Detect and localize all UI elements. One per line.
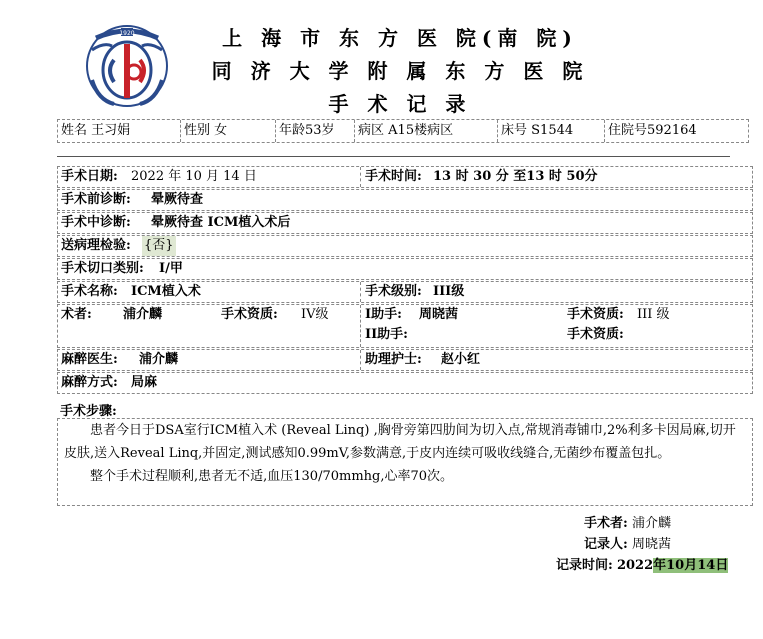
column-divider — [360, 167, 361, 187]
assistant2-label: II助手: — [365, 327, 408, 342]
signature-surgeon — [584, 512, 671, 531]
surgical-team-row — [57, 304, 753, 348]
column-divider — [360, 350, 361, 370]
operation-date-label: 手术日期: — [61, 169, 118, 184]
intra-diagnosis: 晕厥待查 ICM植入术后 — [151, 215, 291, 230]
pathology-row — [57, 235, 753, 257]
steps-paragraph-2: 整个手术过程顺利,患者无不适,血压130/70mmhg,心率70次。 — [90, 469, 454, 484]
pre-diagnosis-row — [57, 189, 753, 211]
operation-name: ICM植入术 — [131, 284, 201, 299]
patient-name-cell — [58, 120, 179, 142]
record-time-label: 记录时间: — [556, 558, 613, 573]
steps-label: 手术步骤: — [60, 404, 117, 419]
anesthetist-name: 浦介麟 — [139, 352, 179, 367]
operation-name-label: 手术名称: — [61, 284, 118, 299]
pre-diagnosis: 晕厥待查 — [151, 192, 204, 207]
assistant2-grade-label: 手术资质: — [567, 327, 624, 342]
patient-name: 王习娟 — [91, 123, 131, 138]
nurse-name: 赵小红 — [441, 352, 481, 367]
record-title: 手 术 记 录 — [328, 92, 472, 116]
header-divider — [57, 156, 730, 157]
hospital-name-line1: 上 海 市 东 方 医 院(南 院) — [222, 26, 578, 50]
operation-date: 2022 年 10 月 14 日 — [131, 169, 257, 184]
signature-surgeon-name: 浦介麟 — [631, 516, 671, 531]
signature-record-time — [556, 554, 728, 573]
operation-level-label: 手术级别: — [365, 284, 422, 299]
surgeon-grade: IV级 — [301, 307, 329, 322]
signature-recorder — [584, 533, 671, 552]
patient-name-label: 姓名 — [61, 123, 88, 138]
anesthesia-method-label: 麻醉方式: — [61, 375, 118, 390]
nurse-label: 助理护士: — [365, 352, 422, 367]
operation-date-row — [57, 166, 753, 188]
operation-time: 13 时 30 分 至13 时 50分 — [433, 169, 598, 184]
surgeon-label: 术者: — [61, 307, 92, 322]
pathology-label: 送病理检验: — [61, 238, 131, 253]
anesthesia-method: 局麻 — [131, 375, 158, 390]
signature-recorder-label: 记录人: — [584, 537, 628, 552]
incision-row — [57, 258, 753, 280]
patient-admission-number: 住院号592164 — [604, 120, 748, 142]
logo-year: 1920 — [119, 30, 135, 37]
hospital-name-line2: 同 济 大 学 附 属 东 方 医 院 — [211, 59, 589, 83]
patient-sex: 女 — [214, 123, 228, 138]
operation-level: III级 — [433, 284, 465, 299]
incision-class: I/甲 — [159, 261, 183, 276]
signature-surgeon-label: 手术者: — [584, 516, 628, 531]
intra-diagnosis-row — [57, 212, 753, 234]
patient-ward: A15楼病区 — [388, 123, 454, 138]
steps-paragraph-1: 患者今日于DSA室行ICM植入术 (Reveal Linq) ,胸骨旁第四肋间为切入点,常规消毒铺巾,2%利多卡因局麻,切开皮肤,送入Reveal Linq,并固定,测试感知0.99mV,参数满意,于皮内连续可吸收线缝合,无菌纱布覆盖包扎。 — [64, 423, 736, 461]
record-time-year: 2022 — [616, 558, 654, 573]
signature-recorder-name: 周晓茜 — [631, 537, 671, 552]
patient-bed-label: 床号 — [501, 123, 528, 138]
hospital-emblem-icon — [84, 20, 170, 108]
column-divider — [360, 282, 361, 302]
intra-diagnosis-label: 手术中诊断: — [61, 215, 131, 230]
surgeon-name: 浦介麟 — [123, 307, 163, 322]
assistant1-label: I助手: — [365, 307, 402, 322]
pre-diagnosis-label: 手术前诊断: — [61, 192, 131, 207]
anesthetist-row — [57, 349, 753, 371]
patient-ward-cell — [354, 120, 496, 142]
assistant1-grade-label: 手术资质: — [567, 307, 624, 322]
record-time-date: 年10月14日 — [653, 558, 729, 573]
patient-age: 年龄53岁 — [275, 120, 351, 142]
patient-sex-label: 性别 — [184, 123, 211, 138]
patient-bed-cell — [497, 120, 601, 142]
patient-sex-cell — [180, 120, 272, 142]
surgeon-grade-label: 手术资质: — [221, 307, 278, 322]
incision-label: 手术切口类别: — [61, 261, 144, 276]
operation-name-row — [57, 281, 753, 303]
operation-time-label: 手术时间: — [365, 169, 422, 184]
steps-box — [57, 418, 753, 506]
assistant1-name: 周晓茜 — [419, 307, 459, 322]
column-divider — [360, 305, 361, 347]
pathology-value: {否} — [142, 236, 176, 256]
patient-info-bar — [57, 119, 749, 143]
assistant1-grade: III 级 — [637, 307, 670, 322]
patient-bed: S1544 — [531, 123, 574, 138]
anesthetist-label: 麻醉医生: — [61, 352, 118, 367]
anesthesia-method-row — [57, 372, 753, 394]
patient-ward-label: 病区 — [358, 123, 385, 138]
